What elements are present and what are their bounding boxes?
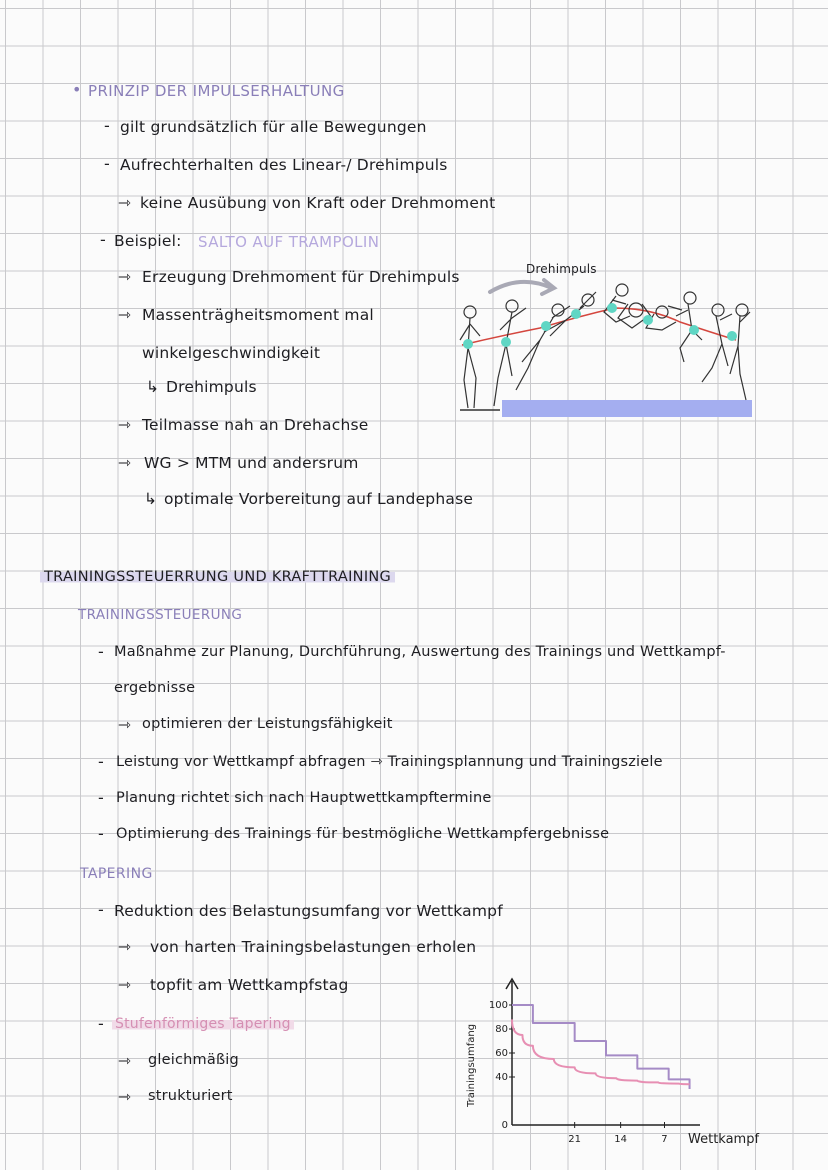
line-wg-mtm: WG > MTM und andersrum — [144, 454, 359, 472]
bullet-dash: - — [104, 154, 110, 173]
example-label: Beispiel: — [114, 232, 182, 250]
line-ergebnisse: ergebnisse — [114, 680, 196, 696]
line-teilmasse: Teilmasse nah an Drehachse — [142, 416, 369, 434]
line-drehimpuls: Drehimpuls — [166, 378, 257, 396]
line-grundsaetzlich: gilt grundsätzlich für alle Bewegungen — [120, 118, 427, 136]
heading-impulserhaltung: PRINZIP DER IMPULSERHALTUNG — [88, 82, 345, 100]
arrow-icon: ⇾ — [118, 938, 132, 956]
bullet-dash: - — [98, 752, 104, 771]
series-gleichmaessig-line — [512, 1019, 690, 1084]
x-tick-label: 14 — [614, 1134, 627, 1145]
y-tick-label: 0 — [501, 1120, 508, 1131]
sub-arrow-icon: ↳ — [144, 490, 158, 508]
example-title: SALTO AUF TRAMPOLIN — [198, 233, 380, 251]
arrow-icon: ⇾ — [118, 416, 132, 434]
bullet-dash: - — [98, 1014, 104, 1033]
bullet-dash: - — [98, 900, 104, 919]
bullet-dot: • — [72, 80, 82, 99]
arrow-icon: ⇾ — [118, 268, 132, 286]
line-reduktion: Reduktion des Belastungsumfang vor Wettkampf — [114, 902, 503, 920]
line-erholen: von harten Trainingsbelastungen erholen — [150, 938, 477, 956]
arrow-icon: ⇾ — [370, 754, 383, 770]
tapering-chart — [460, 975, 800, 1155]
heading-trainingssteuerung-krafttraining: TRAININGSSTEUERRUNG UND KRAFTTRAINING — [40, 569, 395, 585]
bullet-dash: - — [98, 824, 104, 843]
x-tick-label: 21 — [568, 1134, 582, 1145]
line-erzeugung: Erzeugung Drehmoment für Drehimpuls — [142, 268, 460, 286]
bullet-dash: - — [104, 116, 110, 135]
arrow-icon: ⇾ — [118, 454, 132, 472]
sub-heading-trainingssteuerung: TRAININGSSTEUERUNG — [78, 607, 243, 623]
salto-illustration — [440, 270, 770, 430]
sub-heading-tapering: TAPERING — [80, 866, 153, 882]
line-leistung: Leistung vor Wettkampf abfragen ⇾ Trainingsplannung und Trainingsziele — [116, 754, 663, 770]
y-tick-label: 100 — [488, 1000, 508, 1011]
y-axis-label: Trainingsumfang — [466, 1023, 477, 1107]
line-gleichmaessig: gleichmäßig — [148, 1052, 239, 1068]
bullet-dash: - — [98, 788, 104, 807]
line-stufenfoermig: Stufenförmiges Tapering — [112, 1016, 294, 1032]
y-tick-label: 80 — [495, 1024, 508, 1035]
arrow-icon: ⇾ — [118, 194, 132, 212]
line-aufrechterhalten: Aufrechterhalten des Linear-/ Drehimpuls — [120, 156, 448, 174]
y-tick-label: 40 — [495, 1072, 508, 1083]
x-axis-label: Wettkampf — [688, 1132, 760, 1147]
line-optimale-vorbereitung: optimale Vorbereitung auf Landephase — [164, 490, 474, 508]
arrow-icon: ⇾ — [118, 306, 132, 324]
x-tick-label: 7 — [661, 1134, 668, 1145]
line-planung: Planung richtet sich nach Hauptwettkampftermine — [116, 790, 492, 806]
line-massentraegheit: Massenträgheitsmoment mal — [142, 306, 374, 324]
line-strukturiert: strukturiert — [148, 1088, 233, 1104]
arrow-icon: ⇾ — [118, 1088, 132, 1106]
line-optimierung: Optimierung des Trainings für bestmögliche Wettkampfergebnisse — [116, 826, 610, 842]
bullet-dash: - — [100, 230, 106, 249]
line-optimieren: optimieren der Leistungsfähigkeit — [142, 716, 393, 732]
line-winkelgeschwindigkeit: winkelgeschwindigkeit — [142, 344, 321, 362]
line-keine-ausuebung: keine Ausübung von Kraft oder Drehmoment — [140, 194, 496, 212]
figure-label-drehimpuls: Drehimpuls — [526, 262, 597, 276]
arrow-icon: ⇾ — [118, 976, 132, 994]
arrow-icon: ⇾ — [118, 1052, 132, 1070]
sub-arrow-icon: ↳ — [146, 378, 160, 396]
bullet-dash: - — [98, 642, 104, 661]
arrow-icon: ⇾ — [118, 716, 132, 734]
line-massnahme: Maßnahme zur Planung, Durchführung, Auswertung des Trainings und Wettkampf- — [114, 644, 726, 660]
line-topfit: topfit am Wettkampfstag — [150, 976, 349, 994]
y-tick-label: 60 — [495, 1048, 508, 1059]
